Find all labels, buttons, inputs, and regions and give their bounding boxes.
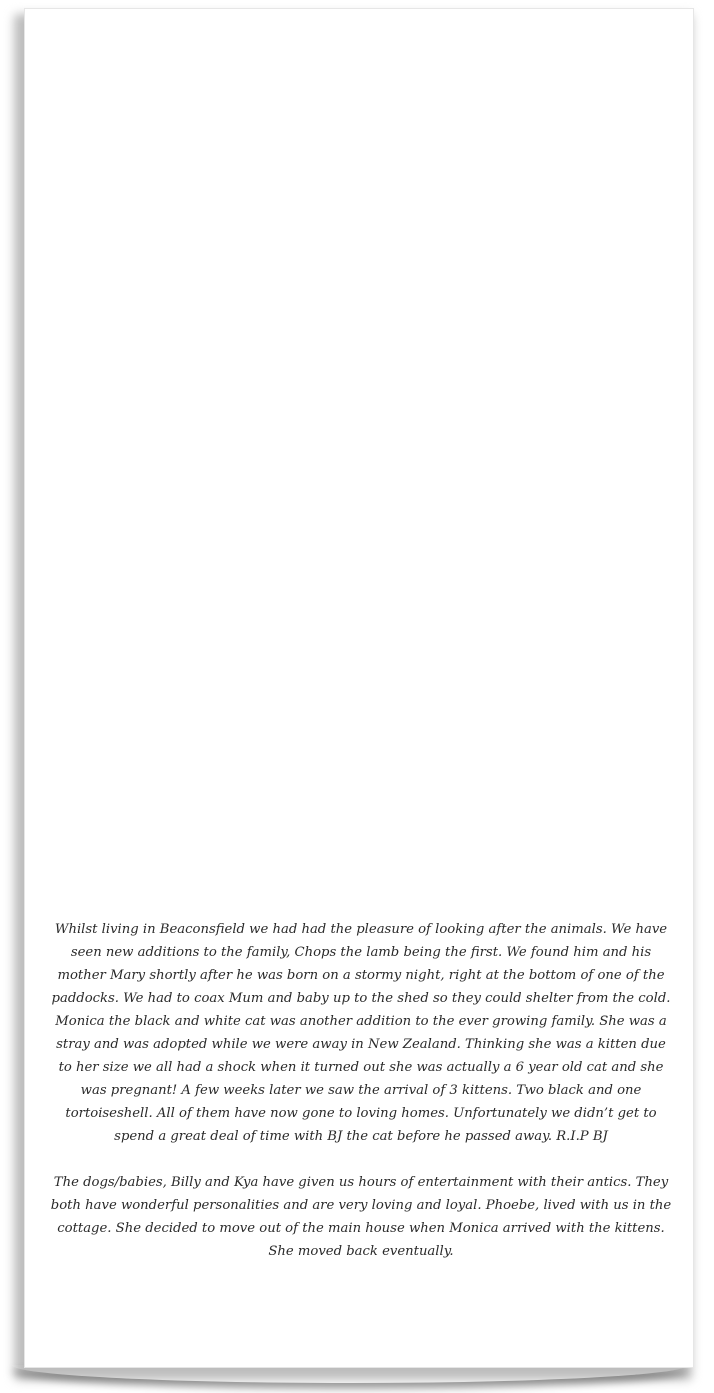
paragraph-animals: Whilst living in Beaconsfield we had had the pleasure of looking after the animals. We have seen new additions to the family, Chops the lamb being the first. We found him and his mother Mary shortly after he was born on a stormy night, right at the bottom of one of the paddocks. We had to coax Mum and baby up to the shed so they could shelter from the cold. Monica the black and white cat was another addition to the ever growing family. She was a stray and was adopted while we were away in New Zealand. Thinking she was a kitten due to her size we all had a shock when it turned out she was actually a 6 year old cat and she was pregnant! A few weeks later we saw the arrival of 3 kittens. Two black and one tortoiseshell. All of them have now gone to loving homes. Unfortunately we didn’t get to spend a great deal of time with BJ the cat before he passed away. R.I.P BJ bbox=[51, 922, 671, 1144]
paragraph-dogs: The dogs/babies, Billy and Kya have given us hours of entertainment with their antics. They both have wonderful personalities and are very loving and loyal. Phoebe, lived with us in the cottage. She decided to move out of the main house when Monica arrived with the kittens. She moved back eventually. bbox=[50, 1175, 672, 1259]
story-text bbox=[50, 918, 672, 1263]
